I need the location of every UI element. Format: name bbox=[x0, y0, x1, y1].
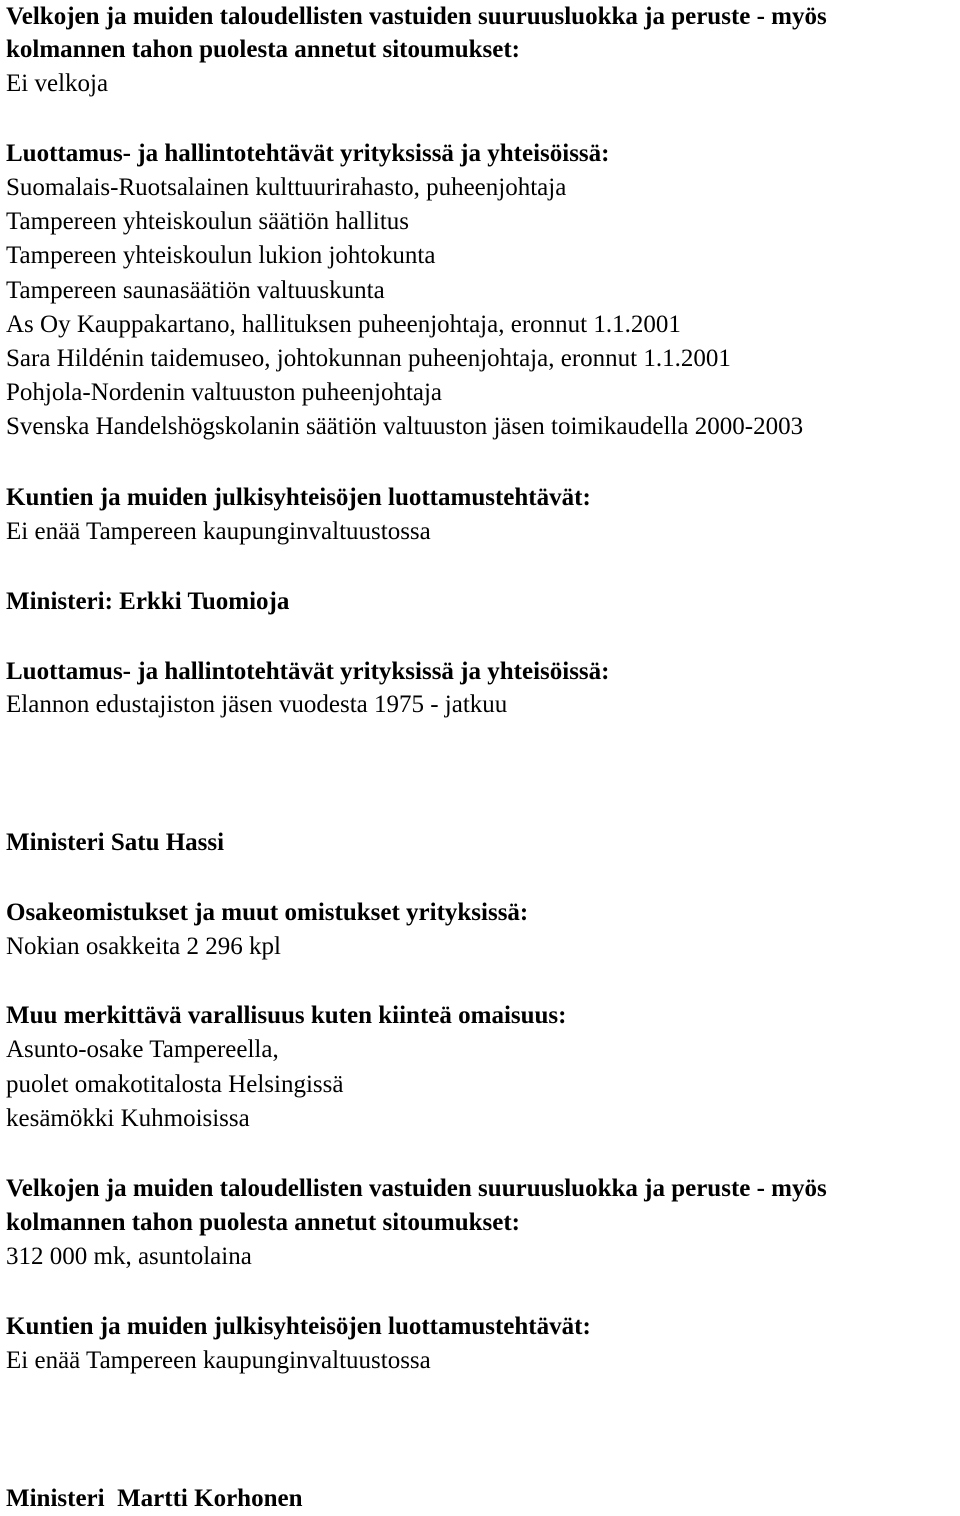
debts-heading-line2: kolmannen tahon puolesta annetut sitoumukset: bbox=[6, 36, 520, 63]
minister-korhonen-title: Ministeri Martti Korhonen bbox=[6, 1485, 303, 1512]
trust-position-item: As Oy Kauppakartano, hallituksen puheenjohtaja, eronnut 1.1.2001 bbox=[6, 311, 681, 338]
minister-tuomioja-title: Ministeri: Erkki Tuomioja bbox=[6, 588, 290, 615]
trust-position-item: Tampereen saunasäätiön valtuuskunta bbox=[6, 277, 385, 304]
trust-positions-heading: Luottamus- ja hallintotehtävät yrityksissä ja yhteisöissä: bbox=[6, 140, 610, 167]
hassi-debts-heading-line1: Velkojen ja muiden taloudellisten vastuiden suuruusluokka ja peruste - myös bbox=[6, 1175, 827, 1202]
hassi-property-heading: Muu merkittävä varallisuus kuten kiinteä omaisuus: bbox=[6, 1002, 567, 1029]
tuomioja-trust-item: Elannon edustajiston jäsen vuodesta 1975 - jatkuu bbox=[6, 691, 508, 718]
hassi-property-item: puolet omakotitalosta Helsingissä bbox=[6, 1071, 344, 1098]
minister-hassi-title: Ministeri Satu Hassi bbox=[6, 829, 225, 856]
hassi-property-item: kesämökki Kuhmoisissa bbox=[6, 1105, 250, 1132]
tuomioja-trust-heading: Luottamus- ja hallintotehtävät yrityksissä ja yhteisöissä: bbox=[6, 658, 610, 685]
hassi-municipal-item: Ei enää Tampereen kaupunginvaltuustossa bbox=[6, 1347, 431, 1374]
hassi-property-item: Asunto-osake Tampereella, bbox=[6, 1036, 279, 1063]
trust-position-item: Suomalais-Ruotsalainen kulttuurirahasto, puheenjohtaja bbox=[6, 174, 567, 201]
municipal-heading: Kuntien ja muiden julkisyhteisöjen luottamustehtävät: bbox=[6, 484, 591, 511]
hassi-debts-item: 312 000 mk, asuntolaina bbox=[6, 1243, 252, 1270]
debts-heading-line1: Velkojen ja muiden taloudellisten vastuiden suuruusluokka ja peruste - myös bbox=[6, 3, 827, 30]
trust-position-item: Tampereen yhteiskoulun lukion johtokunta bbox=[6, 242, 436, 269]
hassi-shares-item: Nokian osakkeita 2 296 kpl bbox=[6, 933, 281, 960]
hassi-debts-heading-line2: kolmannen tahon puolesta annetut sitoumukset: bbox=[6, 1209, 520, 1236]
hassi-shares-heading: Osakeomistukset ja muut omistukset yrityksissä: bbox=[6, 899, 529, 926]
trust-position-item: Sara Hildénin taidemuseo, johtokunnan puheenjohtaja, eronnut 1.1.2001 bbox=[6, 345, 731, 372]
trust-position-item: Tampereen yhteiskoulun säätiön hallitus bbox=[6, 208, 410, 235]
debts-item: Ei velkoja bbox=[6, 70, 109, 97]
trust-position-item: Pohjola-Nordenin valtuuston puheenjohtaja bbox=[6, 379, 443, 406]
municipal-item: Ei enää Tampereen kaupunginvaltuustossa bbox=[6, 518, 431, 545]
trust-position-item: Svenska Handelshögskolanin säätiön valtuuston jäsen toimikaudella 2000-2003 bbox=[6, 413, 804, 440]
hassi-municipal-heading: Kuntien ja muiden julkisyhteisöjen luottamustehtävät: bbox=[6, 1313, 591, 1340]
